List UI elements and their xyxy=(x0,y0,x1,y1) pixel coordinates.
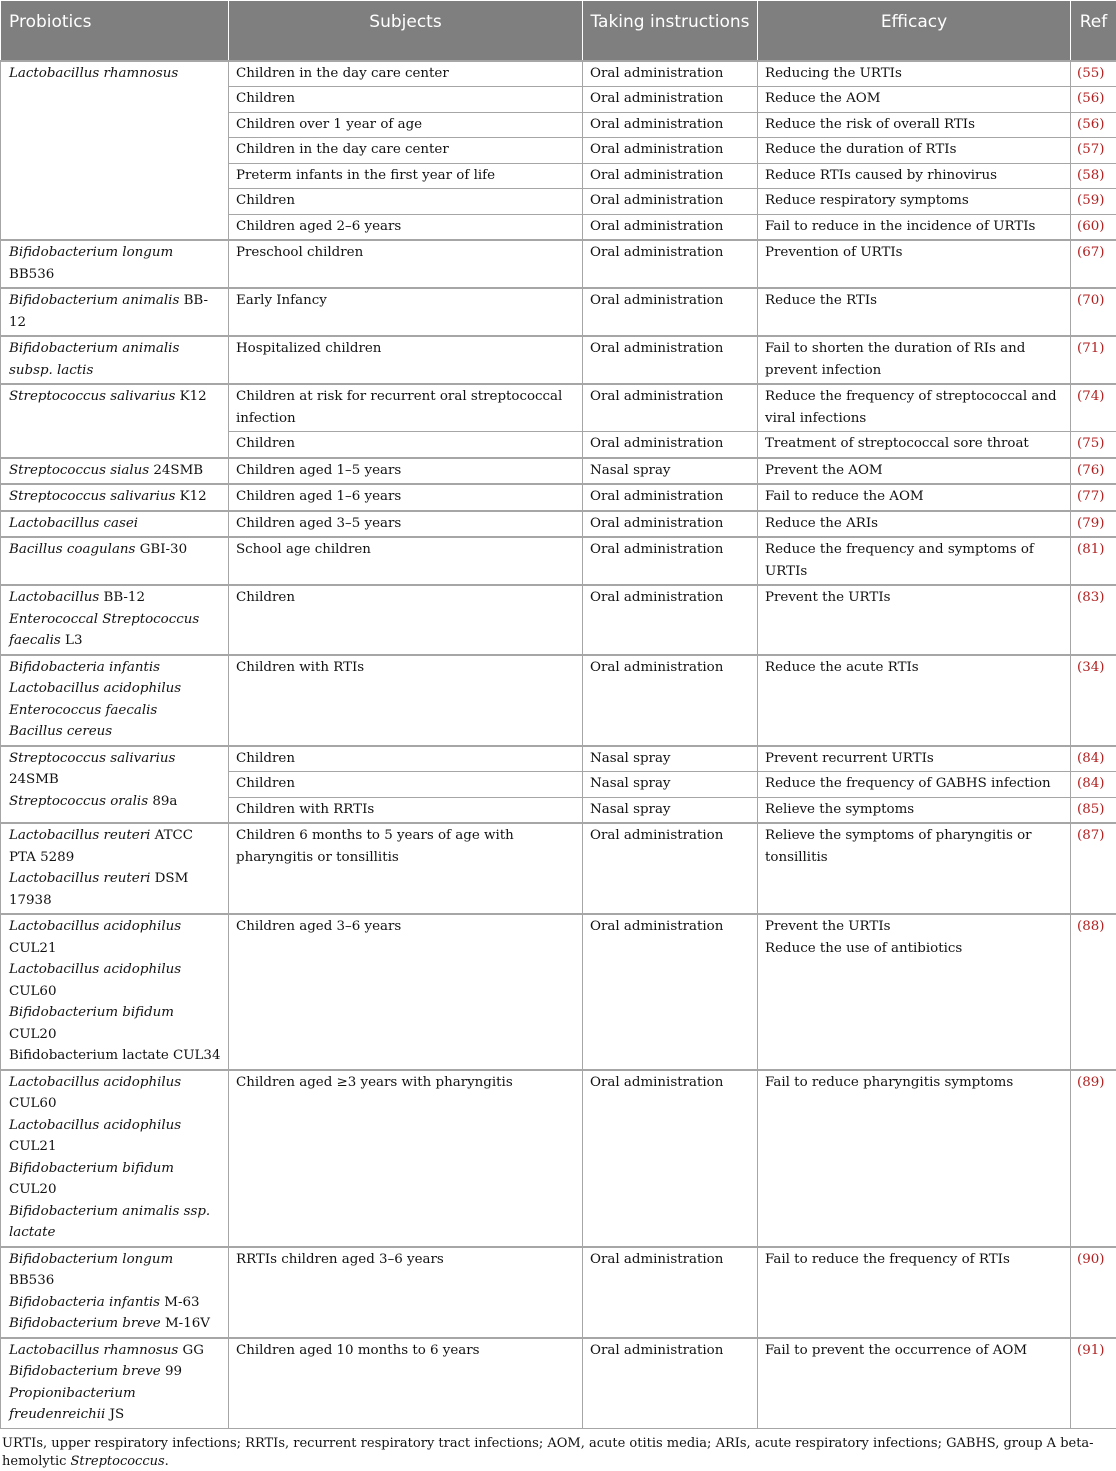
strain-code: CUL20 xyxy=(9,1182,56,1197)
probiotic-strain xyxy=(9,959,221,1002)
probiotic-strain xyxy=(9,63,221,85)
probiotics-cell xyxy=(1,1247,229,1338)
taking-instructions-cell: Oral administration xyxy=(583,61,758,87)
taking-instructions-cell: Oral administration xyxy=(583,1247,758,1338)
strain-code: JS xyxy=(105,1407,124,1422)
subjects-cell: Children xyxy=(229,772,583,798)
efficacy-cell xyxy=(758,823,1071,914)
probiotic-strain xyxy=(9,678,221,700)
table-body xyxy=(1,61,1116,1429)
ref-link[interactable]: (56) xyxy=(1071,87,1116,113)
strain-code: M-63 xyxy=(160,1295,200,1310)
species-name: Bifidobacterium bifidum xyxy=(9,1161,174,1176)
table-row xyxy=(1,511,1116,538)
efficacy-text: Reduce respiratory symptoms xyxy=(765,190,1063,212)
ref-link[interactable]: (85) xyxy=(1071,797,1116,823)
strain-code: CUL21 xyxy=(9,1139,56,1154)
efficacy-text: Fail to reduce in the incidence of URTIs xyxy=(765,216,1063,238)
subjects-cell: Preterm infants in the first year of life xyxy=(229,163,583,189)
probiotics-cell xyxy=(1,537,229,585)
probiotics-cell xyxy=(1,823,229,914)
header-row xyxy=(1,1,1116,61)
efficacy-text: Reduce the acute RTIs xyxy=(765,657,1063,679)
table-row xyxy=(1,458,1116,485)
table-row xyxy=(1,746,1116,772)
taking-instructions-cell: Oral administration xyxy=(583,112,758,138)
ref-link[interactable]: (89) xyxy=(1071,1070,1116,1247)
probiotics-cell xyxy=(1,288,229,336)
strain-code: CUL20 xyxy=(9,1027,56,1042)
efficacy-text: Reducing the URTIs xyxy=(765,63,1063,85)
subjects-cell: Early Infancy xyxy=(229,288,583,336)
efficacy-cell xyxy=(758,484,1071,511)
table-row xyxy=(1,61,1116,87)
efficacy-text: Reduce the risk of overall RTIs xyxy=(765,114,1063,136)
probiotic-strain xyxy=(9,486,221,508)
probiotic-strain xyxy=(9,721,221,743)
efficacy-text: Relieve the symptoms xyxy=(765,799,1063,821)
taking-instructions-cell: Nasal spray xyxy=(583,746,758,772)
subjects-cell: RRTIs children aged 3–6 years xyxy=(229,1247,583,1338)
probiotics-cell xyxy=(1,61,229,241)
probiotic-strain xyxy=(9,916,221,959)
header-taking-instructions: Taking instructions xyxy=(583,1,758,61)
subjects-cell: Children over 1 year of age xyxy=(229,112,583,138)
subjects-cell: Children aged 10 months to 6 years xyxy=(229,1338,583,1429)
efficacy-cell xyxy=(758,537,1071,585)
species-name: Lactobacillus acidophilus xyxy=(9,919,181,934)
ref-link[interactable]: (71) xyxy=(1071,336,1116,384)
probiotics-cell xyxy=(1,746,229,824)
probiotics-cell xyxy=(1,240,229,288)
ref-link[interactable]: (60) xyxy=(1071,214,1116,240)
species-name: Bacillus coagulans xyxy=(9,542,135,557)
table-row xyxy=(1,1070,1116,1247)
efficacy-text: Prevent the AOM xyxy=(765,460,1063,482)
species-name: Bifidobacteria infantis xyxy=(9,1295,160,1310)
efficacy-cell xyxy=(758,746,1071,772)
efficacy-cell xyxy=(758,797,1071,823)
species-name: Streptococcus salivarius xyxy=(9,751,175,766)
efficacy-cell xyxy=(758,112,1071,138)
subjects-cell: Children 6 months to 5 years of age with pharyngitis or tonsillitis xyxy=(229,823,583,914)
species-name: Lactobacillus reuteri xyxy=(9,871,150,886)
subjects-cell: Children aged 3–6 years xyxy=(229,914,583,1070)
table-row xyxy=(1,585,1116,655)
efficacy-cell xyxy=(758,240,1071,288)
probiotics-cell xyxy=(1,1070,229,1247)
probiotic-strain xyxy=(9,1249,221,1292)
efficacy-cell xyxy=(758,163,1071,189)
header-probiotics: Probiotics xyxy=(1,1,229,61)
probiotic-strain xyxy=(9,242,221,285)
probiotic-strain xyxy=(9,1201,221,1244)
efficacy-text: Reduce the frequency of GABHS infection xyxy=(765,773,1063,795)
subjects-cell: Children at risk for recurrent oral streptococcal infection xyxy=(229,384,583,432)
probiotics-cell xyxy=(1,458,229,485)
subjects-cell: Children with RTIs xyxy=(229,655,583,746)
efficacy-cell xyxy=(758,585,1071,655)
probiotic-strain xyxy=(9,791,221,813)
probiotic-strain xyxy=(9,386,221,408)
taking-instructions-cell: Oral administration xyxy=(583,214,758,240)
subjects-cell: Children xyxy=(229,746,583,772)
species-name: Streptococcus oralis xyxy=(9,794,148,809)
strain-code: BB-12 xyxy=(9,293,208,330)
efficacy-text: Prevention of URTIs xyxy=(765,242,1063,264)
species-name: Bifidobacterium breve xyxy=(9,1316,161,1331)
efficacy-text: Reduce the frequency of streptococcal and viral infections xyxy=(765,386,1063,429)
taking-instructions-cell: Oral administration xyxy=(583,432,758,458)
efficacy-cell xyxy=(758,214,1071,240)
species-name: Bifidobacterium animalis subsp. lactis xyxy=(9,341,179,378)
table-footnote xyxy=(0,1429,1116,1471)
species-name: Bifidobacterium longum xyxy=(9,245,173,260)
subjects-cell: Children with RRTIs xyxy=(229,797,583,823)
subjects-cell: Children xyxy=(229,585,583,655)
taking-instructions-cell: Oral administration xyxy=(583,484,758,511)
species-name: Lactobacillus acidophilus xyxy=(9,681,181,696)
ref-link[interactable]: (84) xyxy=(1071,746,1116,772)
probiotic-strain xyxy=(9,539,221,561)
efficacy-text: Reduce RTIs caused by rhinovirus xyxy=(765,165,1063,187)
efficacy-cell xyxy=(758,914,1071,1070)
probiotics-cell xyxy=(1,585,229,655)
species-name: Lactobacillus acidophilus xyxy=(9,1118,181,1133)
taking-instructions-cell: Oral administration xyxy=(583,1070,758,1247)
ref-link[interactable]: (55) xyxy=(1071,61,1116,87)
strain-code: 24SMB xyxy=(149,463,203,478)
efficacy-cell xyxy=(758,87,1071,113)
strain-code: 24SMB xyxy=(9,772,59,787)
efficacy-text: Prevent the URTIs xyxy=(765,916,1063,938)
species-name: Lactobacillus acidophilus xyxy=(9,962,181,977)
efficacy-text: Reduce the use of antibiotics xyxy=(765,938,1063,960)
subjects-cell: Children xyxy=(229,87,583,113)
ref-link[interactable]: (90) xyxy=(1071,1247,1116,1338)
efficacy-text: Fail to shorten the duration of RIs and prevent infection xyxy=(765,338,1063,381)
species-name: Streptococcus salivarius xyxy=(9,389,175,404)
ref-link[interactable]: (76) xyxy=(1071,458,1116,485)
subjects-cell: Children in the day care center xyxy=(229,138,583,164)
table-row xyxy=(1,240,1116,288)
species-name: Enterococcus faecalis xyxy=(9,703,157,718)
taking-instructions-cell: Oral administration xyxy=(583,138,758,164)
species-name: Bifidobacterium longum xyxy=(9,1252,173,1267)
species-name: Lactobacillus reuteri xyxy=(9,828,150,843)
efficacy-text: Fail to reduce the frequency of RTIs xyxy=(765,1249,1063,1271)
probiotic-strain xyxy=(9,1045,221,1067)
subjects-cell: Preschool children xyxy=(229,240,583,288)
subjects-cell: Children aged 2–6 years xyxy=(229,214,583,240)
probiotics-cell xyxy=(1,914,229,1070)
subjects-cell: School age children xyxy=(229,537,583,585)
probiotic-strain xyxy=(9,868,221,911)
probiotics-cell xyxy=(1,336,229,384)
probiotic-strain xyxy=(9,513,221,535)
efficacy-cell xyxy=(758,288,1071,336)
probiotics-cell xyxy=(1,511,229,538)
taking-instructions-cell: Oral administration xyxy=(583,384,758,432)
probiotics-cell xyxy=(1,655,229,746)
efficacy-text: Reduce the ARIs xyxy=(765,513,1063,535)
taking-instructions-cell: Oral administration xyxy=(583,1338,758,1429)
ref-link[interactable]: (87) xyxy=(1071,823,1116,914)
taking-instructions-cell: Oral administration xyxy=(583,189,758,215)
table-row xyxy=(1,288,1116,336)
probiotic-strain xyxy=(9,609,221,652)
taking-instructions-cell: Oral administration xyxy=(583,288,758,336)
strain-code: K12 xyxy=(175,489,206,504)
taking-instructions-cell: Oral administration xyxy=(583,87,758,113)
strain-code: DSM 17938 xyxy=(9,871,188,908)
footnote-text: URTIs, upper respiratory infections; RRTIs, recurrent respiratory tract infections; AOM, acute otitis media; ARIs, acute respiratory infections; GABHS, group A beta-hemolytic xyxy=(2,1436,1094,1469)
table-row xyxy=(1,336,1116,384)
ref-link[interactable]: (67) xyxy=(1071,240,1116,288)
species-name: Bifidobacterium animalis xyxy=(9,293,179,308)
probiotics-cell xyxy=(1,384,229,458)
species-name: Bifidobacteria infantis xyxy=(9,660,160,675)
taking-instructions-cell: Oral administration xyxy=(583,336,758,384)
ref-link[interactable]: (91) xyxy=(1071,1338,1116,1429)
efficacy-cell xyxy=(758,384,1071,432)
ref-link[interactable]: (74) xyxy=(1071,384,1116,432)
probiotic-strain xyxy=(9,1313,221,1335)
efficacy-text: Reduce the AOM xyxy=(765,88,1063,110)
ref-link[interactable]: (83) xyxy=(1071,585,1116,655)
table-row xyxy=(1,537,1116,585)
strain-code: GBI-30 xyxy=(135,542,187,557)
species-name: Bifidobacterium breve xyxy=(9,1364,161,1379)
species-name: Bifidobacterium bifidum xyxy=(9,1005,174,1020)
strain-code: Bifidobacterium lactate CUL34 xyxy=(9,1048,220,1063)
efficacy-text: Reduce the frequency and symptoms of URTIs xyxy=(765,539,1063,582)
probiotic-strain xyxy=(9,1158,221,1201)
efficacy-cell xyxy=(758,1338,1071,1429)
species-name: Bacillus cereus xyxy=(9,724,112,739)
probiotic-strain xyxy=(9,1340,221,1362)
strain-code: BB536 xyxy=(9,267,54,282)
table-row xyxy=(1,823,1116,914)
probiotic-strain xyxy=(9,1072,221,1115)
efficacy-cell xyxy=(758,655,1071,746)
efficacy-cell xyxy=(758,511,1071,538)
ref-link[interactable]: (75) xyxy=(1071,432,1116,458)
subjects-cell: Children xyxy=(229,432,583,458)
efficacy-text: Reduce the duration of RTIs xyxy=(765,139,1063,161)
strain-code: M-16V xyxy=(161,1316,210,1331)
efficacy-cell xyxy=(758,1247,1071,1338)
species-name: Lactobacillus acidophilus xyxy=(9,1075,181,1090)
subjects-cell: Children aged 1–5 years xyxy=(229,458,583,485)
ref-link[interactable]: (56) xyxy=(1071,112,1116,138)
species-name: Lactobacillus rhamnosus xyxy=(9,1343,178,1358)
ref-link[interactable]: (81) xyxy=(1071,537,1116,585)
probiotic-strain xyxy=(9,1115,221,1158)
probiotics-cell xyxy=(1,484,229,511)
probiotic-strain xyxy=(9,1383,221,1426)
ref-link[interactable]: (77) xyxy=(1071,484,1116,511)
ref-link[interactable]: (84) xyxy=(1071,772,1116,798)
species-name: Propionibacterium freudenreichii xyxy=(9,1386,136,1423)
table-row xyxy=(1,914,1116,1070)
taking-instructions-cell: Oral administration xyxy=(583,914,758,1070)
taking-instructions-cell: Oral administration xyxy=(583,240,758,288)
probiotic-strain xyxy=(9,460,221,482)
strain-code: ATCC PTA 5289 xyxy=(9,828,193,865)
efficacy-cell xyxy=(758,432,1071,458)
efficacy-text: Relieve the symptoms of pharyngitis or tonsillitis xyxy=(765,825,1063,868)
efficacy-cell xyxy=(758,1070,1071,1247)
subjects-cell: Children aged 1–6 years xyxy=(229,484,583,511)
taking-instructions-cell: Nasal spray xyxy=(583,772,758,798)
probiotic-strain xyxy=(9,1292,221,1314)
taking-instructions-cell: Oral administration xyxy=(583,655,758,746)
strain-code: 89a xyxy=(148,794,177,809)
species-name: Lactobacillus rhamnosus xyxy=(9,66,178,81)
table-row xyxy=(1,384,1116,432)
ref-link[interactable]: (59) xyxy=(1071,189,1116,215)
taking-instructions-cell: Oral administration xyxy=(583,537,758,585)
efficacy-cell xyxy=(758,138,1071,164)
probiotic-strain xyxy=(9,825,221,868)
ref-link[interactable]: (70) xyxy=(1071,288,1116,336)
subjects-cell: Children aged 3–5 years xyxy=(229,511,583,538)
header-efficacy: Efficacy xyxy=(758,1,1071,61)
footnote-end: . xyxy=(165,1454,169,1469)
ref-link[interactable]: (79) xyxy=(1071,511,1116,538)
subjects-cell: Hospitalized children xyxy=(229,336,583,384)
strain-code: CUL60 xyxy=(9,984,56,999)
probiotic-strain xyxy=(9,1361,221,1383)
subjects-cell: Children aged ≥3 years with pharyngitis xyxy=(229,1070,583,1247)
efficacy-cell xyxy=(758,336,1071,384)
ref-link[interactable]: (57) xyxy=(1071,138,1116,164)
efficacy-text: Prevent the URTIs xyxy=(765,587,1063,609)
header-subjects: Subjects xyxy=(229,1,583,61)
species-name: Lactobacillus xyxy=(9,590,99,605)
efficacy-cell xyxy=(758,61,1071,87)
strain-code: CUL21 xyxy=(9,941,56,956)
strain-code: K12 xyxy=(175,389,206,404)
strain-code: 99 xyxy=(161,1364,182,1379)
ref-link[interactable]: (88) xyxy=(1071,914,1116,1070)
efficacy-text: Treatment of streptococcal sore throat xyxy=(765,433,1063,455)
taking-instructions-cell: Oral administration xyxy=(583,163,758,189)
taking-instructions-cell: Nasal spray xyxy=(583,797,758,823)
subjects-cell: Children in the day care center xyxy=(229,61,583,87)
table-row xyxy=(1,1338,1116,1429)
probiotic-strain xyxy=(9,700,221,722)
ref-link[interactable]: (58) xyxy=(1071,163,1116,189)
efficacy-cell xyxy=(758,772,1071,798)
footnote-italic: Streptococcus xyxy=(71,1454,165,1469)
taking-instructions-cell: Oral administration xyxy=(583,823,758,914)
strain-code: BB536 xyxy=(9,1273,54,1288)
taking-instructions-cell: Nasal spray xyxy=(583,458,758,485)
probiotic-strain xyxy=(9,748,221,791)
table-row xyxy=(1,1247,1116,1338)
probiotic-strain xyxy=(9,290,221,333)
efficacy-cell xyxy=(758,458,1071,485)
species-name: Bifidobacterium animalis ssp. lactate xyxy=(9,1204,210,1241)
species-name: Streptococcus salivarius xyxy=(9,489,175,504)
efficacy-text: Fail to reduce the AOM xyxy=(765,486,1063,508)
efficacy-text: Fail to reduce pharyngitis symptoms xyxy=(765,1072,1063,1094)
table-row xyxy=(1,484,1116,511)
taking-instructions-cell: Oral administration xyxy=(583,511,758,538)
strain-code: L3 xyxy=(61,633,83,648)
species-name: Streptococcus sialus xyxy=(9,463,149,478)
efficacy-text: Reduce the RTIs xyxy=(765,290,1063,312)
probiotics-cell xyxy=(1,1338,229,1429)
taking-instructions-cell: Oral administration xyxy=(583,585,758,655)
table-row xyxy=(1,655,1116,746)
strain-code: CUL60 xyxy=(9,1096,56,1111)
efficacy-cell xyxy=(758,189,1071,215)
species-name: Lactobacillus casei xyxy=(9,516,138,531)
efficacy-text: Fail to prevent the occurrence of AOM xyxy=(765,1340,1063,1362)
header-ref: Ref xyxy=(1071,1,1116,61)
strain-code: BB-12 xyxy=(99,590,145,605)
strain-code: GG xyxy=(178,1343,204,1358)
probiotic-strain xyxy=(9,587,221,609)
efficacy-text: Prevent recurrent URTIs xyxy=(765,748,1063,770)
subjects-cell: Children xyxy=(229,189,583,215)
probiotic-strain xyxy=(9,338,221,381)
probiotic-strain xyxy=(9,657,221,679)
species-name: Enterococcal Streptococcus faecalis xyxy=(9,612,199,649)
probiotic-strain xyxy=(9,1002,221,1045)
ref-link[interactable]: (34) xyxy=(1071,655,1116,746)
